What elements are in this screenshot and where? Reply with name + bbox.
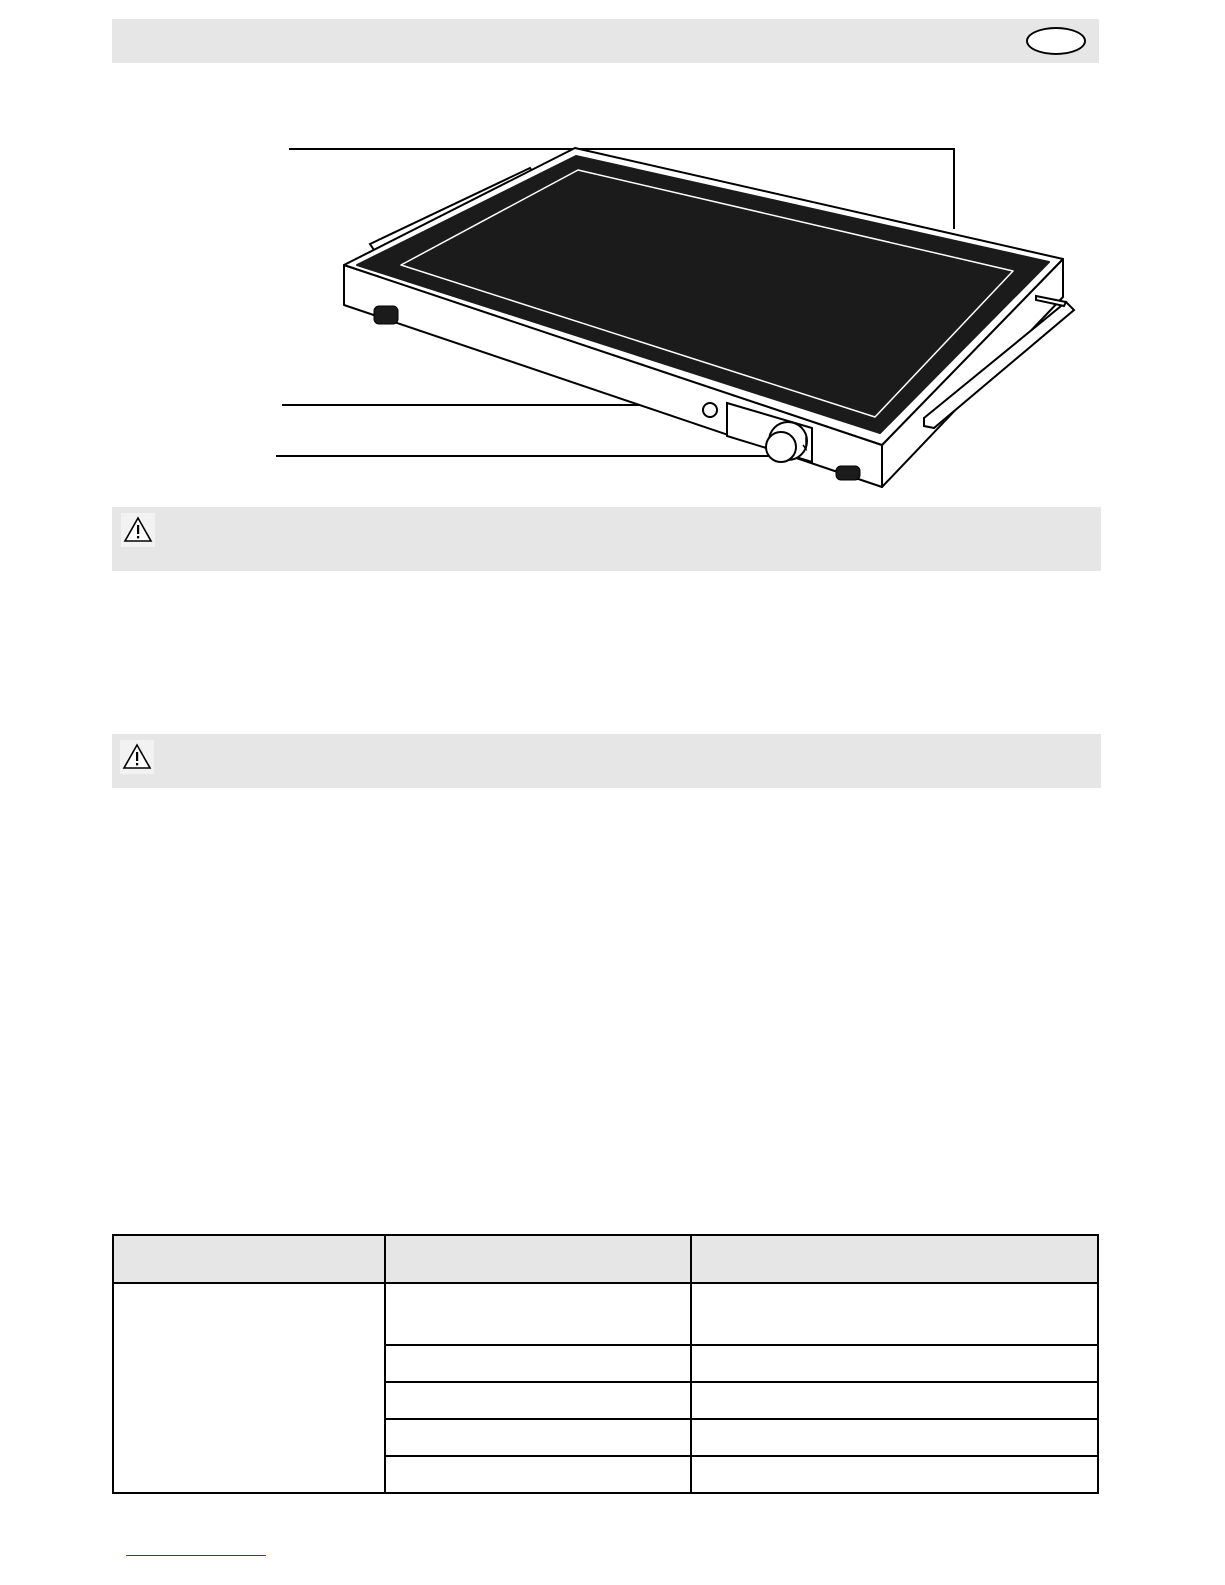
spec-label-cell xyxy=(385,1382,691,1419)
spec-value-cell xyxy=(691,1419,1098,1456)
warning-triangle-icon xyxy=(121,513,155,547)
plate-body xyxy=(344,148,1063,487)
warning-box xyxy=(112,734,1101,788)
warning-box xyxy=(112,507,1101,571)
footer-link[interactable] xyxy=(126,1555,266,1556)
spec-label-cell xyxy=(385,1345,691,1382)
spec-value-cell xyxy=(691,1345,1098,1382)
foot-right xyxy=(836,466,860,480)
temperature-knob xyxy=(766,432,796,462)
model-cell xyxy=(113,1283,385,1493)
warming-plate-illustration xyxy=(0,0,1225,500)
warning-triangle-icon xyxy=(120,740,154,774)
table-header-cell xyxy=(385,1235,691,1283)
indicator-light xyxy=(703,403,717,417)
technical-data-table xyxy=(112,1234,1099,1494)
spec-value-cell xyxy=(691,1456,1098,1493)
spec-label-cell xyxy=(385,1283,691,1345)
table-header-cell xyxy=(113,1235,385,1283)
spec-label-cell xyxy=(385,1419,691,1456)
table-header-cell xyxy=(691,1235,1098,1283)
spec-value-cell xyxy=(691,1382,1098,1419)
table-row xyxy=(113,1283,1098,1345)
foot-left xyxy=(374,306,398,324)
spec-value-cell xyxy=(691,1283,1098,1345)
spec-label-cell xyxy=(385,1456,691,1493)
